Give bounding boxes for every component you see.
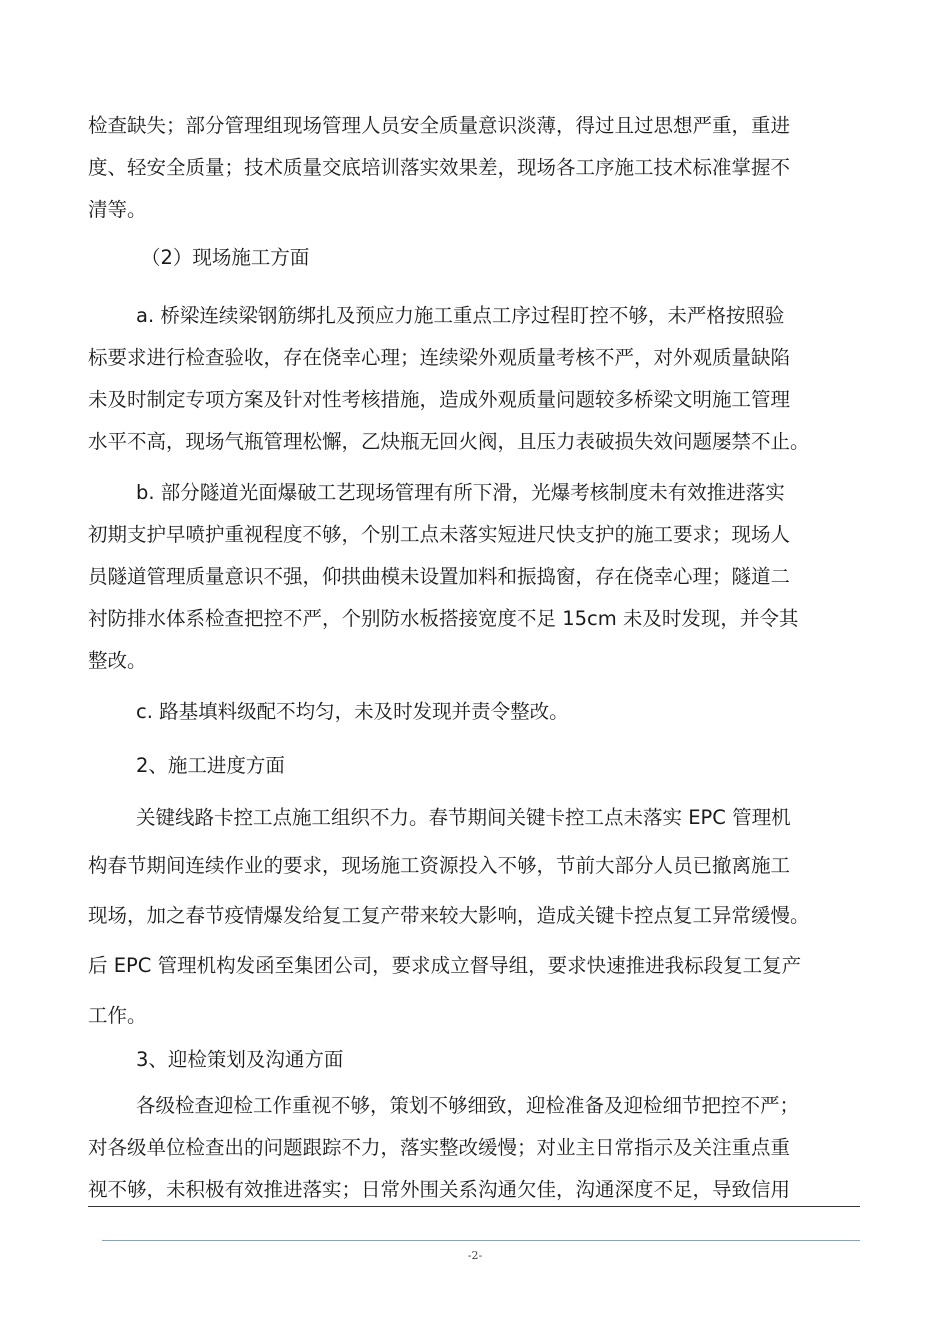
body-line: 各级检查迎检工作重视不够，策划不够细致，迎检准备及迎检细节把控不严； [136,1094,800,1117]
body-line: 工作。 [88,1004,147,1027]
body-line: 未及时制定专项方案及针对性考核措施，造成外观质量问题较多桥梁文明施工管理 [88,388,791,411]
footer-divider [102,1240,860,1241]
body-line: 衬防排水体系检查把控不严，个别防水板搭接宽度不足 15cm 未及时发现，并令其 [88,607,799,630]
body-line: 对各级单位检查出的问题跟踪不力，落实整改缓慢；对业主日常指示及关注重点重 [88,1136,791,1159]
text-underline-rule [88,1206,860,1207]
body-line: 关键线路卡控工点施工组织不力。春节期间关键卡控工点未落实 EPC 管理机 [136,806,791,829]
body-line: 水平不高，现场气瓶管理松懈，乙炔瓶无回火阀，且压力表破损失效问题屡禁不止。 [88,430,810,453]
body-line: 检查缺失；部分管理组现场管理人员安全质量意识淡薄，得过且过思想严重，重进 [88,114,791,137]
body-line: 员隧道管理质量意识不强，仰拱曲模未设置加料和振捣窗，存在侥幸心理；隧道二 [88,565,791,588]
body-line: c. 路基填料级配不均匀，未及时发现并责令整改。 [136,700,569,723]
body-line: a. 桥梁连续梁钢筋绑扎及预应力施工重点工序过程盯控不够，未严格按照验 [136,304,785,327]
body-line: 视不够，未积极有效推进落实；日常外围关系沟通欠佳，沟通深度不足，导致信用 [88,1178,791,1201]
body-line: 现场，加之春节疫情爆发给复工复产带来较大影响，造成关键卡控点复工异常缓慢。 [88,904,810,927]
page-number: -2- [467,1249,483,1262]
body-line: b. 部分隧道光面爆破工艺现场管理有所下滑，光爆考核制度未有效推进落实 [136,481,785,504]
body-line: 整改。 [88,649,147,672]
body-line: 初期支护早喷护重视程度不够，个别工点未落实短进尺快支护的施工要求；现场人 [88,523,791,546]
body-line: 度、轻安全质量；技术质量交底培训落实效果差，现场各工序施工技术标准掌握不 [88,156,791,179]
body-line: 构春节期间连续作业的要求，现场施工资源投入不够，节前大部分人员已撤离施工 [88,854,791,877]
body-line: 后 EPC 管理机构发函至集团公司，要求成立督导组，要求快速推进我标段复工复产 [88,954,802,977]
section-heading: 3、迎检策划及沟通方面 [136,1048,344,1071]
section-heading: （2）现场施工方面 [141,246,310,269]
body-line: 标要求进行检查验收，存在侥幸心理；连续梁外观质量考核不严，对外观质量缺陷 [88,346,791,369]
section-heading: 2、施工进度方面 [136,754,285,777]
body-line: 清等。 [88,198,147,221]
